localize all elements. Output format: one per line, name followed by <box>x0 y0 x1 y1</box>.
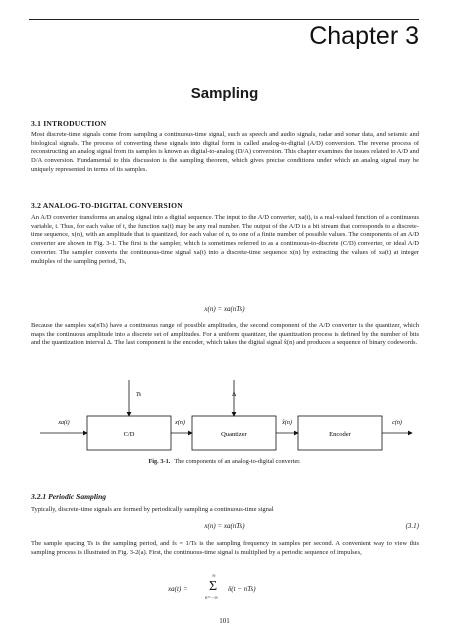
figure-caption-text: The components of an analog-to-digital converter. <box>174 458 301 465</box>
page-number: 101 <box>219 617 230 625</box>
cd-block-label: C/D <box>123 431 135 438</box>
figure-caption <box>0 458 449 465</box>
section-3-2-1-paragraph-1: Typically, discrete-time signals are formed by periodically sampling a continuous-time signal <box>31 506 274 513</box>
signal-xn-label: x(n) <box>175 420 185 426</box>
equation-sampling: x(n) = xa(nTs) <box>204 305 245 313</box>
header-rule <box>29 19 419 20</box>
impulse-eq-sum: Σ <box>209 579 218 594</box>
impulse-eq-upper: ∞ <box>212 574 216 579</box>
ts-label: Ts <box>136 392 142 398</box>
equation-3-1-number: (3.1) <box>405 522 419 530</box>
encoder-block-label: Encoder <box>329 431 351 438</box>
signal-xhat-label: x̂(n) <box>282 420 292 426</box>
equation-3-1: x(n) = xa(nTs) <box>204 522 245 530</box>
signal-cn-label: c(n) <box>392 420 402 426</box>
quantizer-block-label: Quantizer <box>221 431 247 438</box>
signal-xa-label: xa(t) <box>58 420 70 426</box>
delta-label: Δ <box>232 391 237 398</box>
section-3-2-paragraph-1: An A/D converter transforms an analog signal into a digital sequence. The input to the A/D converter, xa(t), is a real-valued function of a continuous variable, t. Thus, for each value of t, the function xa(t) may be any real number. The output of the A/D is a bit stream that corresponds to a discrete-time sequence, x(n), with an amplitude that is quantized, for each value of n, to one of a finite number of possible values. The components of an A/D converter are shown in Fig. 3-1. The first is the sampler, which is sometimes referred to as a continuous-to-discrete (C/D) converter, or ideal A/D converter. The sampler converts the continuous-time signal xa(t) into a discrete-time sequence x(n) by extracting the values of xa(t) at integer multiples of the sampling period, Ts, <box>31 214 419 265</box>
adc-block-diagram <box>0 368 449 458</box>
section-3-1-paragraph: Most discrete-time signals come from sampling a continuous-time signal, such as speech and audio signals, radar and sonar data, and seismic and biological signals. The process of converting these signals into digital form is called analog-to-digital (A/D) conversion. The reverse process of reconstructing an analog signal from its samples is known as digital-to-analog (D/A) conversion. This chapter examines the issues related to A/D and D/A conversion. Fundamental to this discussion is the sampling theorem, which gives precise conditions under which an analog signal may be uniquely represented in terms of its samples. <box>31 131 419 173</box>
section-3-2-1-paragraph-2: The sample spacing Ts is the sampling period, and fs = 1/Ts is the sampling frequency in samples per second. A convenient way to view this sampling process is illustrated in Fig. 3-2(a). First, the continuous-time signal is multiplied by a periodic sequence of impulses, <box>31 540 419 556</box>
chapter-title: Sampling <box>190 85 259 102</box>
figure-caption-label: Fig. 3-1. <box>148 458 171 465</box>
impulse-train-equation <box>168 574 308 604</box>
section-3-2-heading: 3.2 ANALOG-TO-DIGITAL CONVERSION <box>31 201 183 210</box>
impulse-eq-lower: n=−∞ <box>205 596 218 601</box>
section-3-2-1-heading: 3.2.1 Periodic Sampling <box>31 492 107 501</box>
impulse-eq-lhs: xa(t) = <box>168 585 188 593</box>
impulse-eq-rhs: δ(t − nTs) <box>228 585 256 593</box>
section-3-1-heading: 3.1 INTRODUCTION <box>31 119 107 128</box>
section-3-2-paragraph-2: Because the samples xa(nTs) have a continuous range of possible amplitudes, the second component of the A/D converter is the quantizer, which maps the continuous amplitude into a discrete set of amplitudes. For a uniform quantizer, the quantization process is defined by the number of bits and the quantization interval Δ. The last component is the encoder, which takes the digital signal x̂(n) and produces a sequence of binary codewords. <box>31 322 419 347</box>
chapter-label: Chapter 3 <box>309 22 419 50</box>
